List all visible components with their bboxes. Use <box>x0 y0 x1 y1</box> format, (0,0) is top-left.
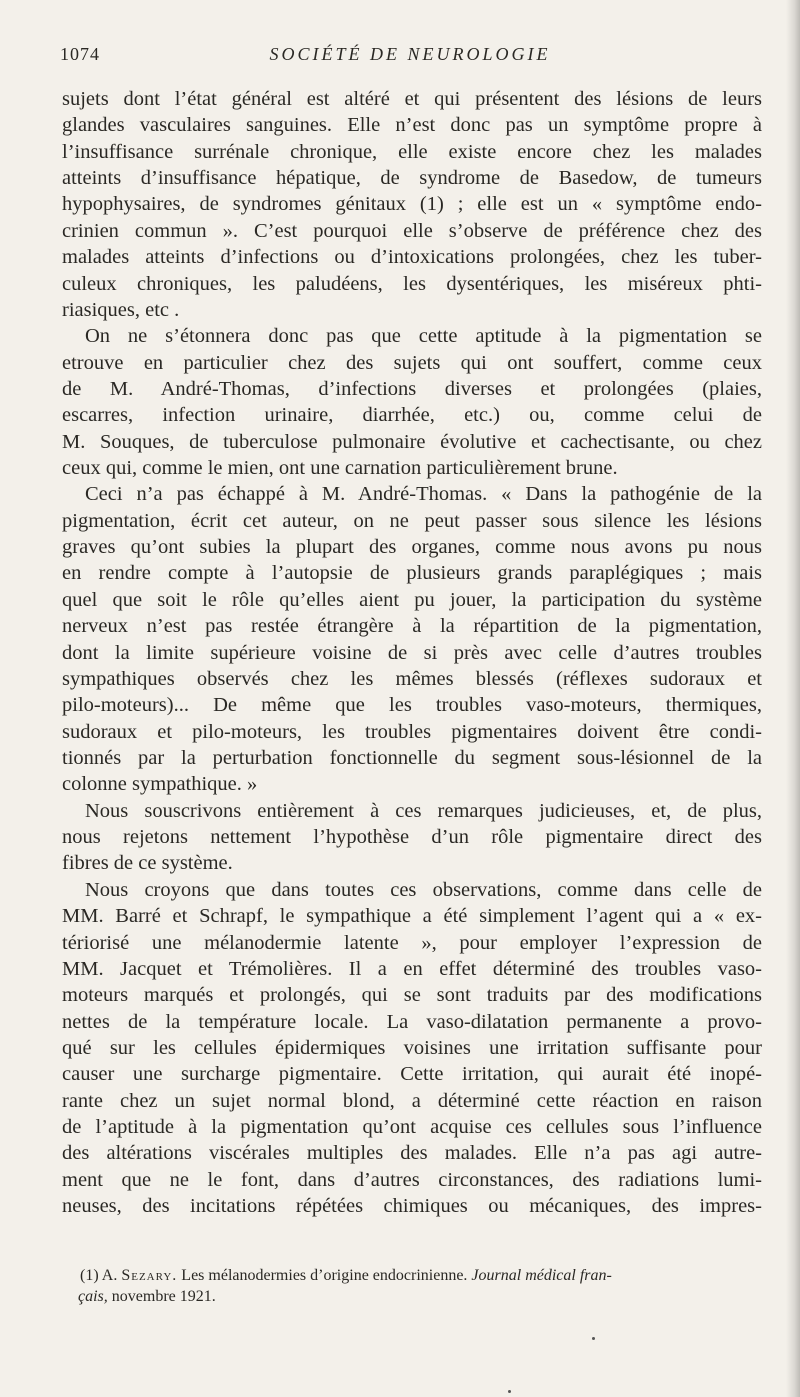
text-line: crinien commun ». C’est pourquoi elle s’observe de préférence chez des <box>62 219 762 242</box>
text-line: sujets dont l’état général est altéré et qui présentent des lésions de leurs <box>62 88 762 110</box>
text-line: atteints d’insuffisance hépatique, de syndrome de Basedow, de tumeurs <box>62 167 762 190</box>
text-line: MM. Jacquet et Trémolières. Il a en effet déterminé des troubles vaso- <box>62 957 762 980</box>
text-line: ment que ne le font, dans d’autres circonstances, des radiations lumi- <box>62 1168 762 1191</box>
print-speck <box>592 1337 595 1340</box>
page-number: 1074 <box>60 44 100 64</box>
text-line: de l’aptitude à la pigmentation qu’ont acquise ces cellules sous l’influence <box>62 1116 762 1139</box>
text-line: neuses, des incitations répétées chimiques ou mécaniques, des impres- <box>62 1195 762 1218</box>
text-line: escarres, infection urinaire, diarrhée, etc.) ou, comme celui de <box>62 404 762 427</box>
text-line: sympathiques observés chez les mêmes blessés (réflexes sudoraux et <box>62 667 762 690</box>
footnote-line-1 <box>80 1265 770 1286</box>
text-line: causer une surcharge pigmentaire. Cette irritation, qui aurait été inopé- <box>62 1063 762 1086</box>
text-line: dont la limite supérieure voisine de si près avec celle d’autres troubles <box>62 641 762 664</box>
text-line: graves qu’ont subies la plupart des organes, comme nous avons pu nous <box>62 536 762 559</box>
text-line: en rendre compte à l’autopsie de plusieurs grands paraplégiques ; mais <box>62 562 762 585</box>
text-line: tionnés par la perturbation fonctionnelle du segment sous-lésionnel de la <box>62 746 762 769</box>
text-line: rante chez un sujet normal blond, a déterminé cette réaction en raison <box>62 1089 762 1112</box>
text-line: hypophysaires, de syndromes génitaux (1) ; elle est un « symptôme endo- <box>62 193 762 216</box>
print-speck <box>508 1390 511 1393</box>
text-line: nerveux n’est pas restée étrangère à la répartition de la pigmentation, <box>62 615 762 638</box>
text-line: de M. André-Thomas, d’infections diverses et prolongées (plaies, <box>62 377 762 400</box>
body-text <box>62 86 762 1219</box>
footnote <box>80 1265 770 1307</box>
footnote-date: novembre 1921. <box>111 1288 216 1305</box>
text-line: l’insuffisance surrénale chronique, elle existe encore chez les malades <box>62 140 762 163</box>
text-line: culeux chroniques, les paludéens, les dysentériques, les miséreux phti- <box>62 272 762 295</box>
page-header <box>60 44 760 72</box>
text-line: MM. Barré et Schrapf, le sympathique a été simplement l’agent qui a « ex- <box>62 905 762 928</box>
text-line: On ne s’étonnera donc pas que cette aptitude à la pigmentation se <box>85 325 762 348</box>
text-line: moteurs marqués et prolongés, qui se sont traduits par des modifications <box>62 984 762 1007</box>
footnote-line-2 <box>78 1286 770 1307</box>
text-line: nettes de la température locale. La vaso-dilatation permanente a provo- <box>62 1010 762 1033</box>
text-line: des altérations viscérales multiples des malades. Elle n’a pas agi autre- <box>62 1142 762 1165</box>
text-line: qué sur les cellules épidermiques voisines une irritation suffisante pour <box>62 1036 762 1059</box>
text-line: Ceci n’a pas échappé à M. André-Thomas. « Dans la pathogénie de la <box>85 483 762 506</box>
running-head: SOCIÉTÉ DE NEUROLOGIE <box>269 44 551 64</box>
text-line: tériorisé une mélanodermie latente », pour employer l’expression de <box>62 931 762 954</box>
footnote-marker: (1) A. <box>80 1267 118 1284</box>
footnote-journal-cont: çais, <box>78 1288 108 1305</box>
footnote-journal: Journal médical fran- <box>471 1267 612 1284</box>
text-line: riasiques, etc . <box>62 298 180 321</box>
text-line: fibres de ce système. <box>62 852 233 875</box>
text-line: nous rejetons nettement l’hypothèse d’un rôle pigmentaire direct des <box>62 826 762 849</box>
text-line: M. Souques, de tuberculose pulmonaire évolutive et cachectisante, ou chez <box>62 430 762 453</box>
text-line: colonne sympathique. » <box>62 773 258 796</box>
text-line: sudoraux et pilo-moteurs, les troubles pigmentaires doivent être condi- <box>62 720 762 743</box>
footnote-author: Sezary. <box>121 1267 178 1284</box>
text-line: pigmentation, écrit cet auteur, on ne peut passer sous silence les lésions <box>62 509 762 532</box>
text-line: quel que soit le rôle qu’elles aient pu jouer, la participation du système <box>62 588 762 611</box>
text-line: glandes vasculaires sanguines. Elle n’est donc pas un symptôme propre à <box>62 114 762 137</box>
text-line: Nous croyons que dans toutes ces observations, comme dans celle de <box>85 878 762 901</box>
text-line: Nous souscrivons entièrement à ces remarques judicieuses, et, de plus, <box>85 799 762 822</box>
page-edge-shadow <box>786 0 800 1397</box>
footnote-text: Les mélanodermies d’origine endocrinienne. <box>181 1267 468 1284</box>
text-line: ceux qui, comme le mien, ont une carnation particulièrement brune. <box>62 457 618 480</box>
text-line: malades atteints d’infections ou d’intoxications prolongées, chez les tuber- <box>62 246 762 269</box>
text-line: etrouve en particulier chez des sujets qui ont souffert, comme ceux <box>62 351 762 374</box>
text-line: pilo-moteurs)... De même que les troubles vaso-moteurs, thermiques, <box>62 694 762 717</box>
